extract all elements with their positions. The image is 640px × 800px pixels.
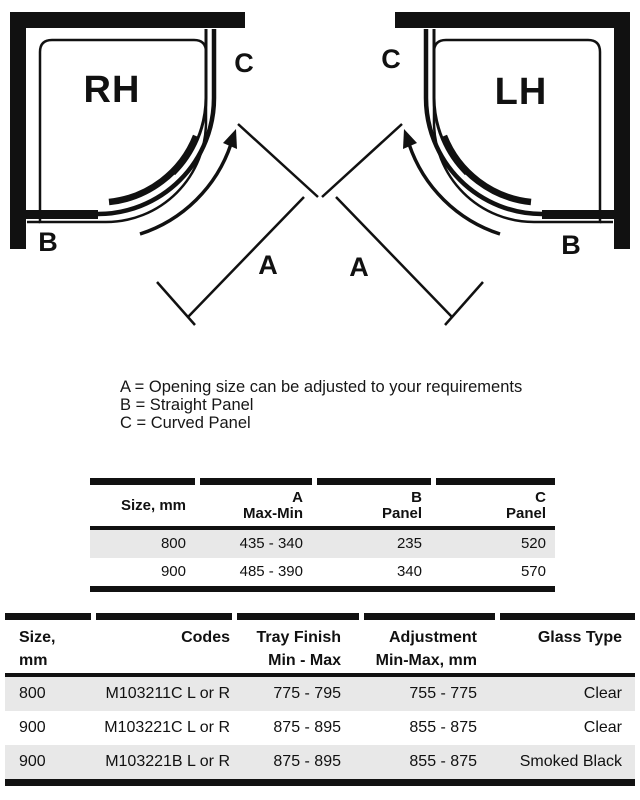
cell: M103221C L or R xyxy=(104,719,230,736)
cell: 755 - 775 xyxy=(409,685,477,702)
label-c-right: C xyxy=(381,44,401,74)
cell: M103221B L or R xyxy=(105,753,230,770)
header-cell: A Max-Min xyxy=(243,488,303,522)
size-table xyxy=(90,478,555,592)
cell: Clear xyxy=(583,685,622,702)
header-cell: Size, mm xyxy=(19,629,56,669)
size-table-top-rule xyxy=(90,478,555,485)
cell: 435 - 340 xyxy=(239,535,303,552)
legend-line-b: B = Straight Panel xyxy=(120,396,254,414)
cell: 900 xyxy=(160,563,186,580)
cell: 875 - 895 xyxy=(273,719,341,736)
header-cell: C Panel xyxy=(505,488,546,522)
lh-label: LH xyxy=(494,71,548,113)
cell: 340 xyxy=(396,563,422,580)
cell: 855 - 875 xyxy=(409,753,477,770)
cell: M103211C L or R xyxy=(105,685,230,702)
codes-table-top-rule xyxy=(5,613,635,620)
table-row xyxy=(5,677,635,711)
table-row xyxy=(90,558,555,586)
header-cell: Glass Type xyxy=(537,629,622,646)
legend xyxy=(120,378,522,432)
cell: 520 xyxy=(520,535,546,552)
cell: 855 - 875 xyxy=(409,719,477,736)
codes-table-bottom-rule xyxy=(5,779,635,786)
cell: 800 xyxy=(19,685,46,702)
table-row xyxy=(5,711,635,745)
size-table-bottom-rule xyxy=(90,586,555,592)
cell: 570 xyxy=(520,563,546,580)
cell: 235 xyxy=(396,535,422,552)
label-b-right: B xyxy=(561,230,581,260)
header-cell: B Panel xyxy=(381,488,422,522)
cell: 875 - 895 xyxy=(273,753,341,770)
header-cell: Size, mm xyxy=(120,496,186,514)
cell: 485 - 390 xyxy=(239,563,303,580)
quadrant-diagrams xyxy=(0,0,640,345)
label-b-left: B xyxy=(38,227,58,257)
rh-label: RH xyxy=(83,69,141,111)
cell: 775 - 795 xyxy=(273,685,341,702)
codes-table-header-row xyxy=(5,620,635,673)
size-table-header-row xyxy=(90,485,555,526)
table-row xyxy=(90,530,555,558)
label-c-left: C xyxy=(234,48,254,78)
label-a-left: A xyxy=(258,250,278,280)
header-cell: Codes xyxy=(181,629,230,646)
cell: 800 xyxy=(160,535,186,552)
cell: 900 xyxy=(19,753,46,770)
cell: Clear xyxy=(583,719,622,736)
cell: Smoked Black xyxy=(519,753,622,770)
label-a-right: A xyxy=(349,252,369,282)
header-cell: Adjustment Min-Max, mm xyxy=(375,629,477,669)
legend-line-a: A = Opening size can be adjusted to your requirements xyxy=(120,378,523,396)
cell: 900 xyxy=(19,719,46,736)
codes-table xyxy=(5,613,635,786)
header-cell: Tray Finish Min - Max xyxy=(256,629,341,669)
table-row xyxy=(5,745,635,779)
legend-line-c: C = Curved Panel xyxy=(120,414,251,432)
